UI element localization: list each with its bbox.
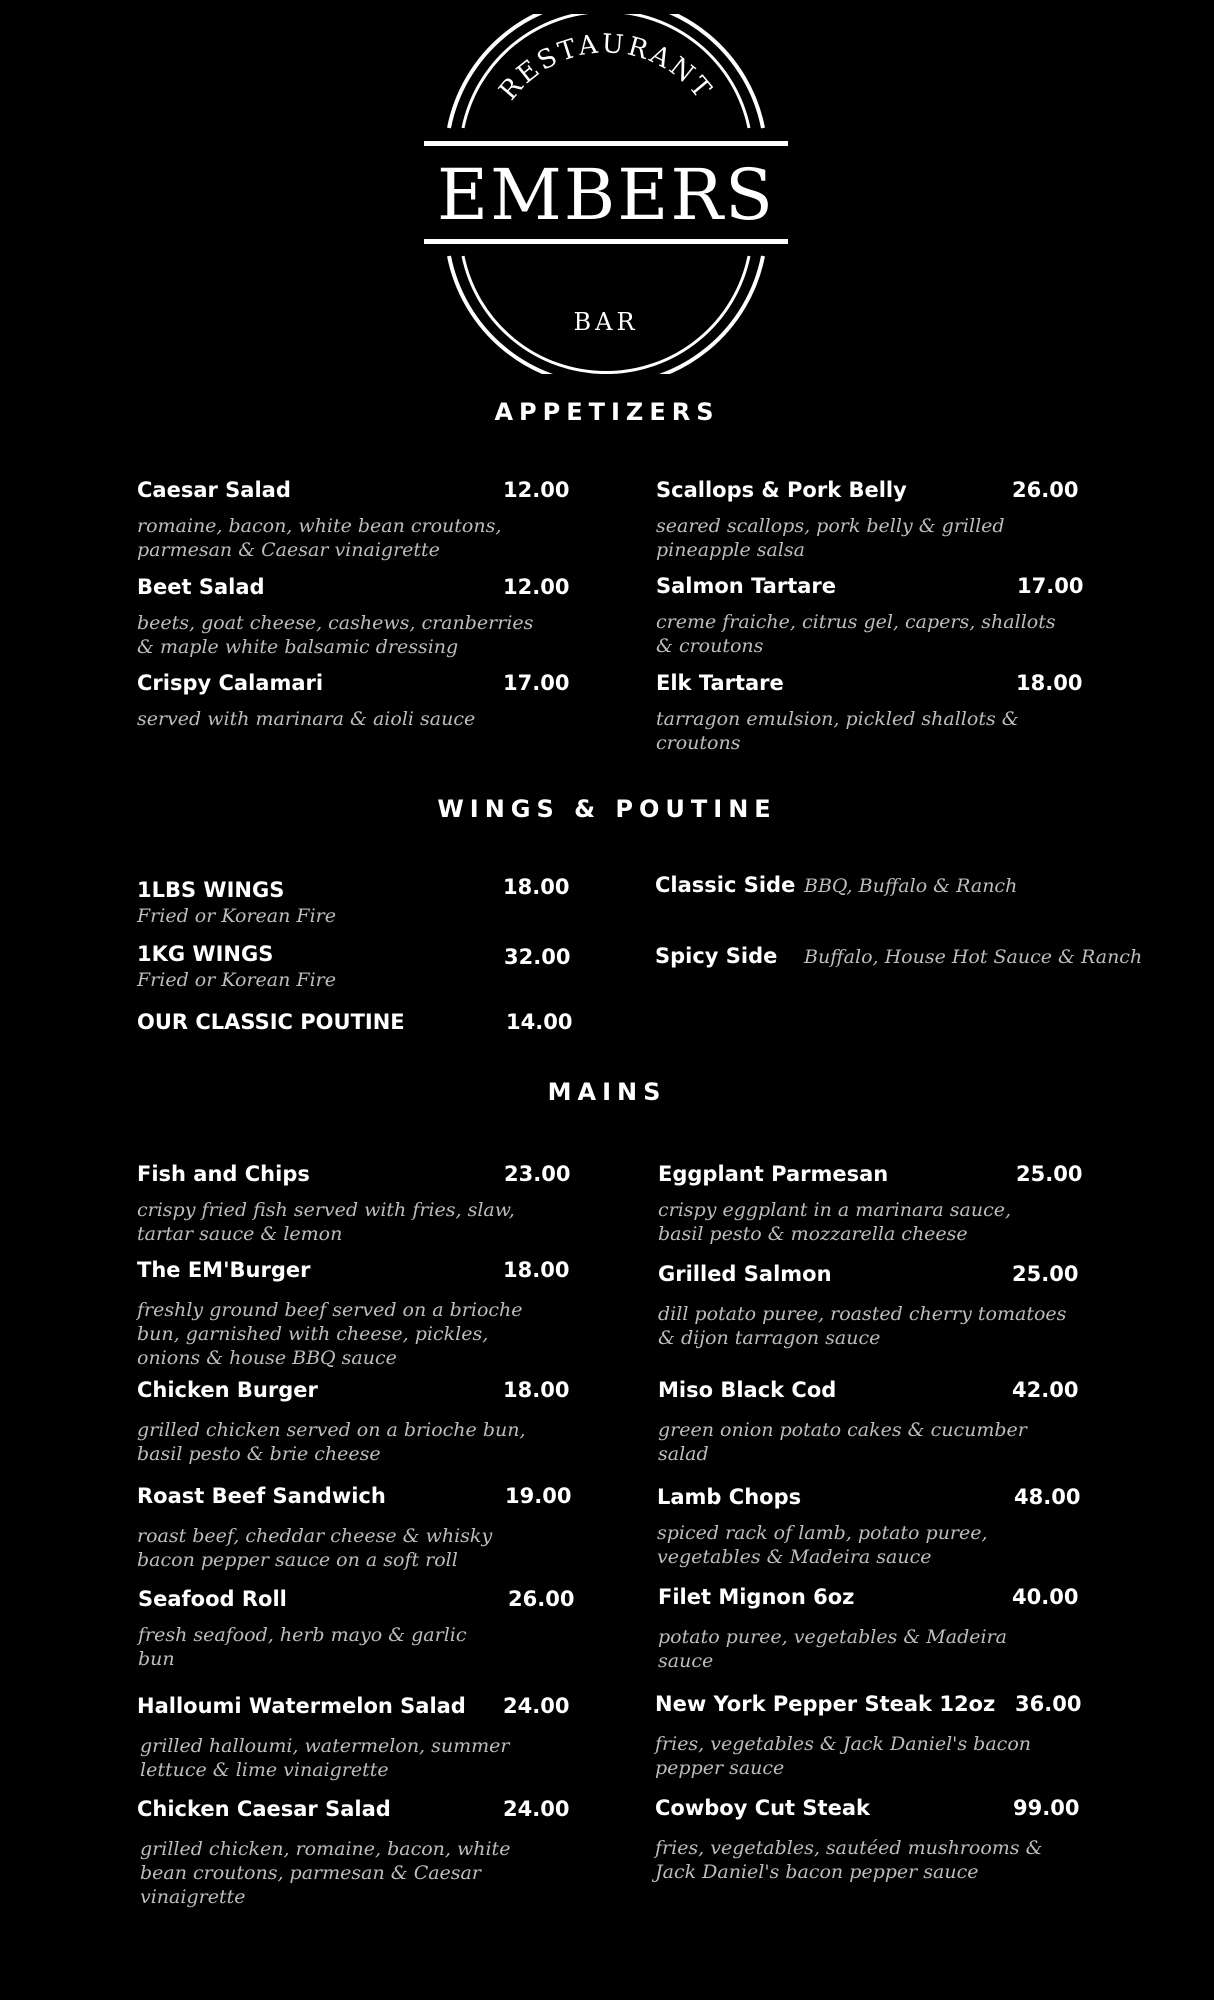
menu-item	[656, 478, 1096, 562]
item-name: Elk Tartare	[656, 671, 784, 695]
item-description: served with marinara & aioli sauce	[137, 708, 476, 730]
item-name: Salmon Tartare	[656, 574, 837, 598]
item-price: 12.00	[503, 575, 570, 599]
item-name: Lamb Chops	[657, 1485, 802, 1509]
item-price: 14.00	[506, 1010, 573, 1034]
item-name: Chicken Burger	[137, 1378, 318, 1402]
item-price: 17.00	[503, 671, 570, 695]
menu-item	[137, 1484, 577, 1572]
item-name: Seafood Roll	[138, 1587, 287, 1611]
logo-emblem	[416, 14, 796, 374]
item-price: 36.00	[1015, 1692, 1082, 1716]
item-price: 26.00	[508, 1587, 575, 1611]
menu-item	[658, 1585, 1098, 1673]
item-description: fresh seafood, herb mayo & garlic bun	[138, 1624, 467, 1670]
item-description: green onion potato cakes & cucumber salad	[658, 1419, 1027, 1465]
side-description: BBQ, Buffalo & Ranch	[804, 875, 1018, 897]
item-price: 24.00	[503, 1694, 570, 1718]
side-name: Spicy Side	[655, 944, 778, 968]
item-description: romaine, bacon, white bean croutons, parmesan & Caesar vinaigrette	[137, 515, 502, 561]
side-description: Buffalo, House Hot Sauce & Ranch	[804, 946, 1143, 968]
item-name: New York Pepper Steak 12oz	[655, 1692, 996, 1716]
menu-item	[137, 1694, 577, 1782]
item-price: 12.00	[503, 478, 570, 502]
item-name: Miso Black Cod	[658, 1378, 837, 1402]
item-name: 1KG WINGS	[137, 942, 274, 966]
menu-item	[137, 1010, 577, 1040]
menu-item	[138, 1587, 578, 1671]
item-price: 25.00	[1012, 1262, 1079, 1286]
item-name: Fish and Chips	[137, 1162, 310, 1186]
item-description: crispy eggplant in a marinara sauce, basil pesto & mozzarella cheese	[658, 1199, 1012, 1245]
item-description: grilled chicken, romaine, bacon, white bean croutons, parmesan & Caesar vinaigrette	[140, 1838, 511, 1908]
item-price: 24.00	[503, 1797, 570, 1821]
item-price: 18.00	[503, 1258, 570, 1282]
item-name: The EM'Burger	[137, 1258, 311, 1282]
item-name: Beet Salad	[137, 575, 265, 599]
menu-item	[137, 575, 577, 659]
logo-bottom-text: BAR	[573, 308, 639, 336]
item-name: Eggplant Parmesan	[658, 1162, 889, 1186]
item-description: crispy fried fish served with fries, slaw, tartar sauce & lemon	[137, 1199, 515, 1245]
menu-item	[137, 875, 577, 928]
item-description: creme fraiche, citrus gel, capers, shallots & croutons	[656, 611, 1056, 657]
item-description: fries, vegetables & Jack Daniel's bacon pepper sauce	[655, 1733, 1031, 1779]
item-description: roast beef, cheddar cheese & whisky bacon pepper sauce on a soft roll	[137, 1525, 493, 1571]
item-name: Cowboy Cut Steak	[655, 1796, 870, 1820]
item-price: 40.00	[1012, 1585, 1079, 1609]
item-description: grilled chicken served on a brioche bun, basil pesto & brie cheese	[137, 1419, 526, 1465]
item-price: 18.00	[503, 1378, 570, 1402]
item-price: 32.00	[504, 945, 571, 969]
item-name: Roast Beef Sandwich	[137, 1484, 386, 1508]
menu-item	[137, 478, 577, 562]
item-description: potato puree, vegetables & Madeira sauce	[658, 1626, 1007, 1672]
menu-item	[137, 1162, 577, 1246]
menu-item	[137, 1378, 577, 1466]
item-description: spiced rack of lamb, potato puree, vegetables & Madeira sauce	[657, 1522, 988, 1568]
menu-item	[658, 1162, 1098, 1246]
item-price: 18.00	[503, 875, 570, 899]
side-name: Classic Side	[655, 873, 796, 897]
item-price: 42.00	[1012, 1378, 1079, 1402]
side-option	[655, 944, 1143, 968]
menu-item	[655, 1796, 1095, 1884]
item-description: seared scallops, pork belly & grilled pineapple salsa	[656, 515, 1005, 561]
menu-item	[137, 942, 577, 992]
item-description: dill potato puree, roasted cherry tomatoes & dijon tarragon sauce	[658, 1303, 1067, 1349]
item-price: 19.00	[505, 1484, 572, 1508]
item-description: freshly ground beef served on a brioche bun, garnished with cheese, pickles, onions & house BBQ sauce	[137, 1299, 523, 1369]
menu-item	[137, 671, 577, 731]
menu-item	[656, 671, 1096, 755]
item-description: grilled halloumi, watermelon, summer lettuce & lime vinaigrette	[140, 1735, 510, 1781]
item-price: 18.00	[1016, 671, 1083, 695]
item-price: 17.00	[1017, 574, 1084, 598]
mains-heading: MAINS	[547, 1078, 667, 1106]
menu-item	[137, 1258, 577, 1370]
item-description: fries, vegetables, sautéed mushrooms & Jack Daniel's bacon pepper sauce	[655, 1837, 1043, 1883]
menu-item	[656, 574, 1096, 658]
item-price: 48.00	[1014, 1485, 1081, 1509]
item-name: OUR CLASSIC POUTINE	[137, 1010, 405, 1034]
item-description: Fried or Korean Fire	[137, 969, 336, 991]
item-name: Filet Mignon 6oz	[658, 1585, 855, 1609]
item-name: Scallops & Pork Belly	[656, 478, 907, 502]
item-price: 23.00	[504, 1162, 571, 1186]
item-price: 99.00	[1013, 1796, 1080, 1820]
restaurant-logo	[416, 14, 796, 374]
item-name: Chicken Caesar Salad	[137, 1797, 391, 1821]
item-price: 25.00	[1016, 1162, 1083, 1186]
logo-top-text: RESTAURANT	[493, 29, 719, 107]
menu-item	[655, 1692, 1095, 1780]
item-name: Crispy Calamari	[137, 671, 324, 695]
menu-item	[658, 1262, 1098, 1350]
item-name: 1LBS WINGS	[137, 878, 285, 902]
logo-name: EMBERS	[437, 154, 775, 236]
menu-item	[137, 1797, 577, 1909]
item-price: 26.00	[1012, 478, 1079, 502]
item-description: beets, goat cheese, cashews, cranberries & maple white balsamic dressing	[137, 612, 534, 658]
side-option	[655, 873, 1018, 897]
appetizers-heading: APPETIZERS	[494, 398, 720, 426]
item-description: Fried or Korean Fire	[137, 905, 336, 927]
item-name: Halloumi Watermelon Salad	[137, 1694, 466, 1718]
wings-heading: WINGS & POUTINE	[437, 795, 777, 823]
menu-item	[657, 1485, 1097, 1569]
menu-item	[658, 1378, 1098, 1466]
item-description: tarragon emulsion, pickled shallots & croutons	[656, 708, 1019, 754]
item-name: Caesar Salad	[137, 478, 291, 502]
item-name: Grilled Salmon	[658, 1262, 832, 1286]
